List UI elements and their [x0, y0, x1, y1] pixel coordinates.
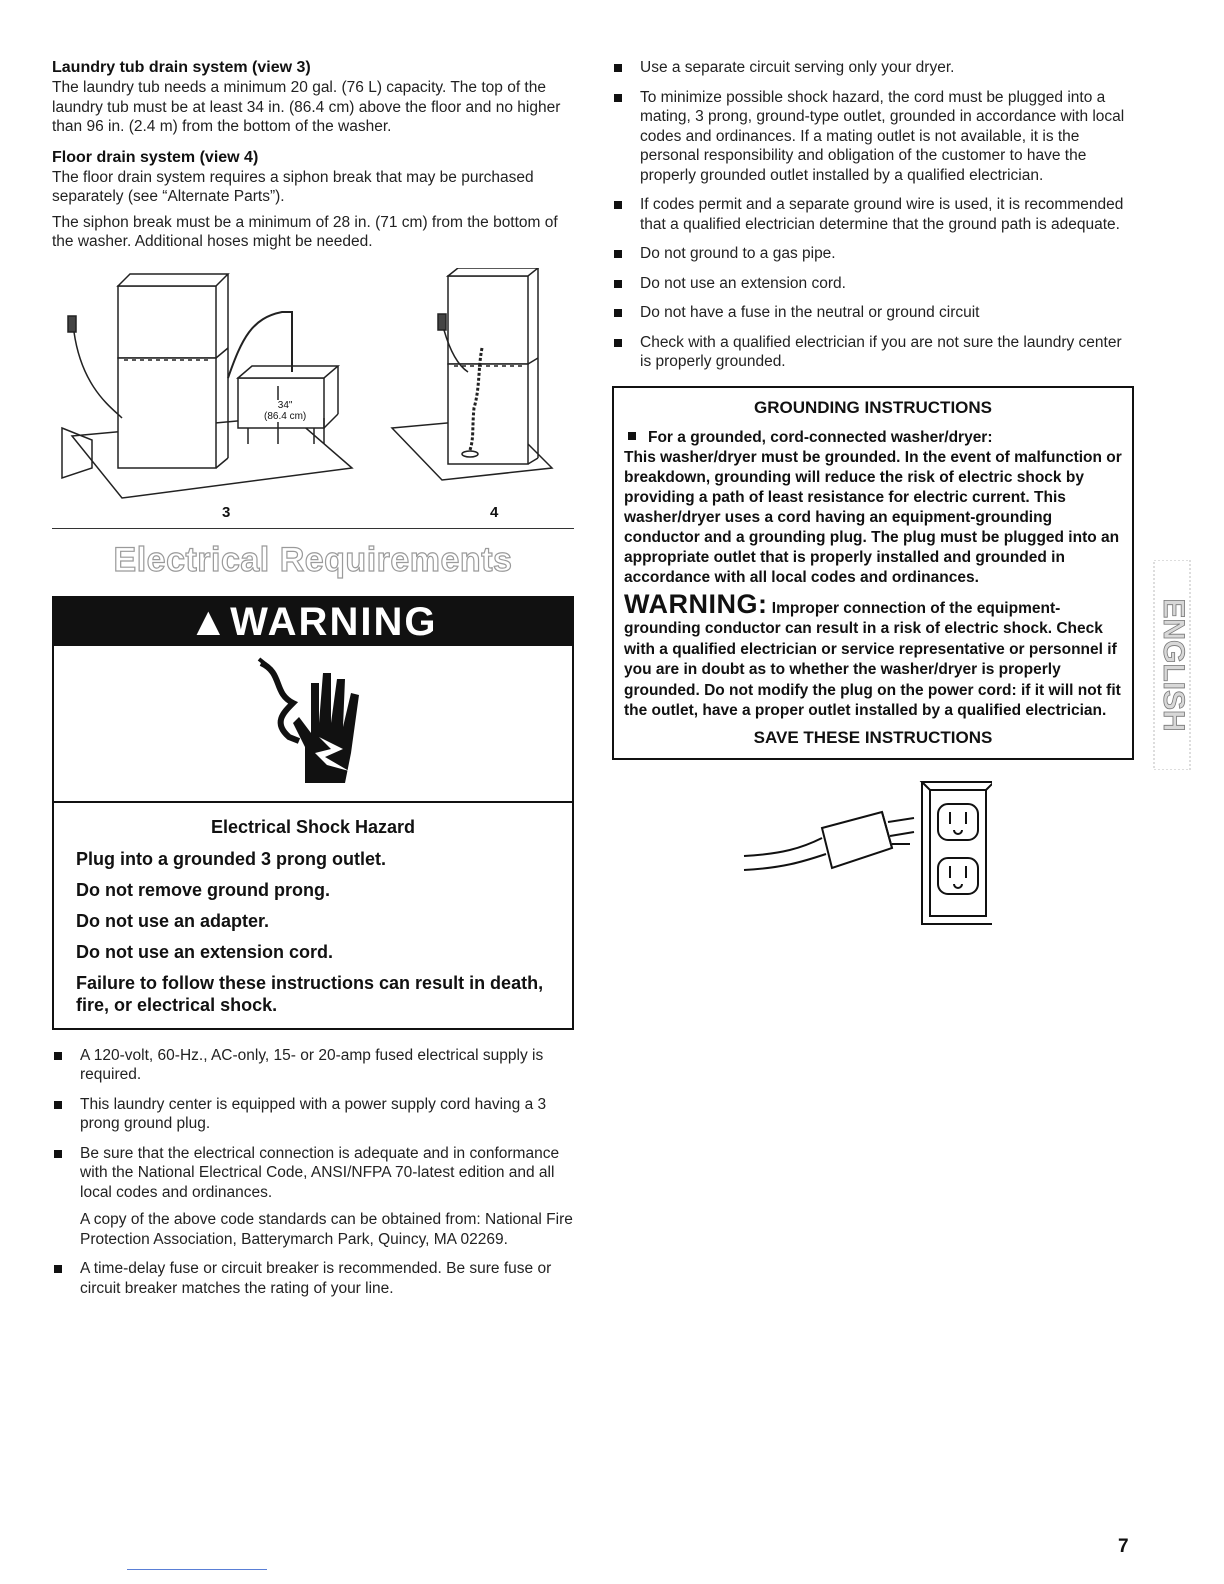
grounding-text: This washer/dryer must be grounded. In the event of malfunction or breakdown, grounding will reduce the risk of electric shock by providing a path of least resistance for electric current. This washer/dryer uses a cord having an equipment-grounding conductor and a grounding plug. The plug must be plugged into an appropriate outlet that is properly installed and grounded in accordance with all local codes and ordinances.	[624, 448, 1122, 586]
floor-drain-heading: Floor drain system (view 4)	[52, 148, 259, 166]
grounding-bullet: For a grounded, cord-connected washer/dryer:	[624, 428, 1122, 448]
footer-line	[127, 1569, 267, 1570]
grounding-warning-text: Improper connection of the equipment-grounding conductor can result in a risk of electric shock. Check with a qualified electrician or service representative or personnel if you are in doubt as to whether the washer/dryer is properly grounded. Do not modify the plug on the power cord: if it will not fit the outlet, have a proper outlet installed by a qualified electrician.	[624, 599, 1121, 719]
grounding-warning	[624, 588, 1122, 722]
list-item: A 120-volt, 60-Hz., AC-only, 15- or 20-amp fused electrical supply is required.	[52, 1046, 574, 1085]
circuit-bullets	[612, 58, 1134, 372]
hazard-line-5: Failure to follow these instructions can result in death, fire, or electrical shock.	[76, 972, 544, 1015]
grounding-title: GROUNDING INSTRUCTIONS	[754, 397, 992, 417]
plug-outlet-illustration	[742, 778, 1134, 933]
bullet-square-icon	[614, 309, 622, 317]
hazard-line-4: Do not use an extension cord.	[76, 941, 334, 962]
bullet-square-icon	[54, 1052, 62, 1060]
floor-drain-illustration	[382, 268, 562, 508]
figure-3-label: 3	[222, 503, 231, 521]
bullet-square-icon	[54, 1101, 62, 1109]
warning-box	[52, 596, 574, 1030]
electrical-bullets	[52, 1046, 574, 1299]
list-item: To minimize possible shock hazard, the cord must be plugged into a mating, 3 prong, ground-type outlet, grounded in accordance with local codes and ordinances. If a mating outlet is not available, it is the personal responsibility and obligation of the customer to have the properly grounded outlet installed by a qualified electrician.	[612, 88, 1134, 186]
code-standards-note: A copy of the above code standards can be obtained from: National Fire Protection Association, Batterymarch Park, Quincy, MA 02269.	[80, 1211, 573, 1248]
page-number: 7	[1118, 1536, 1129, 1557]
list-item: Check with a qualified electrician if you are not sure the laundry center is properly grounded.	[612, 333, 1134, 372]
warning-triangle-icon: ▲	[188, 599, 231, 644]
bullet-square-icon	[614, 250, 622, 258]
english-side-tab	[1150, 560, 1194, 770]
floor-drain-text-2: The siphon break must be a minimum of 28 in. (71 cm) from the bottom of the washer. Additional hoses might be needed.	[52, 213, 558, 250]
grounding-instructions-box	[612, 386, 1134, 760]
bullet-square-icon	[54, 1265, 62, 1273]
drain-figures	[52, 268, 574, 528]
bullet-square-icon	[54, 1150, 62, 1158]
list-item: Use a separate circuit serving only your dryer.	[612, 58, 1134, 78]
save-instructions: SAVE THESE INSTRUCTIONS	[753, 727, 993, 747]
floor-drain-text-1: The floor drain system requires a siphon break that may be purchased separately (see “Alternate Parts”).	[52, 168, 534, 205]
list-item: Do not use an extension cord.	[612, 274, 1134, 294]
hazard-line-3: Do not use an adapter.	[76, 910, 270, 931]
list-item: Do not ground to a gas pipe.	[612, 244, 1134, 264]
hand-shock-icon	[253, 653, 373, 793]
list-item: A time-delay fuse or circuit breaker is recommended. Be sure fuse or circuit breaker matches the rating of your line.	[52, 1259, 574, 1298]
laundry-tub-heading: Laundry tub drain system (view 3)	[52, 59, 311, 76]
left-column	[52, 58, 574, 1308]
list-item: If codes permit and a separate ground wire is used, it is recommended that a qualified electrician determine that the ground path is adequate.	[612, 195, 1134, 234]
figure-4-label: 4	[490, 503, 499, 521]
bullet-square-icon	[614, 339, 622, 347]
bullet-square-icon	[614, 94, 622, 102]
bullet-square-icon	[614, 201, 622, 209]
section-title: Electrical Requirements	[113, 540, 513, 579]
bullet-square-icon	[614, 280, 622, 288]
hazard-title: Electrical Shock Hazard	[210, 816, 416, 837]
plug-and-outlet-icon	[742, 778, 992, 928]
shock-hazard-icon	[54, 646, 572, 803]
list-item: Do not have a fuse in the neutral or ground circuit	[612, 303, 1134, 323]
grounding-warning-word: WARNING:	[624, 588, 768, 619]
side-tab-label: ENGLISH	[1157, 598, 1191, 732]
right-column	[612, 58, 1134, 933]
section-divider	[52, 528, 574, 529]
warning-text	[54, 803, 572, 1028]
bullet-square-icon	[628, 432, 636, 440]
list-item: This laundry center is equipped with a power supply cord having a 3 prong ground plug.	[52, 1095, 574, 1134]
warning-header: ▲WARNING	[54, 598, 572, 646]
hazard-line-2: Do not remove ground prong.	[76, 879, 330, 900]
list-item: Be sure that the electrical connection is adequate and in conformance with the National Electrical Code, ANSI/NFPA 70-latest edition and all local codes and ordinances. A copy of the above code standards can be obtained from: National Fire Protection Association, Batterymarch Park, Quincy, MA 02269.	[52, 1144, 574, 1250]
bullet-square-icon	[614, 64, 622, 72]
fig3-dimension: 34" (86.4 cm)	[264, 399, 307, 422]
laundry-tub-text: The laundry tub needs a minimum 20 gal. (76 L) capacity. The top of the laundry tub must be at least 34 in. (86.4 cm) above the floor and no higher than 96 in. (2.4 m) from the bottom of the washer.	[52, 79, 561, 135]
hazard-line-1: Plug into a grounded 3 prong outlet.	[76, 848, 386, 869]
